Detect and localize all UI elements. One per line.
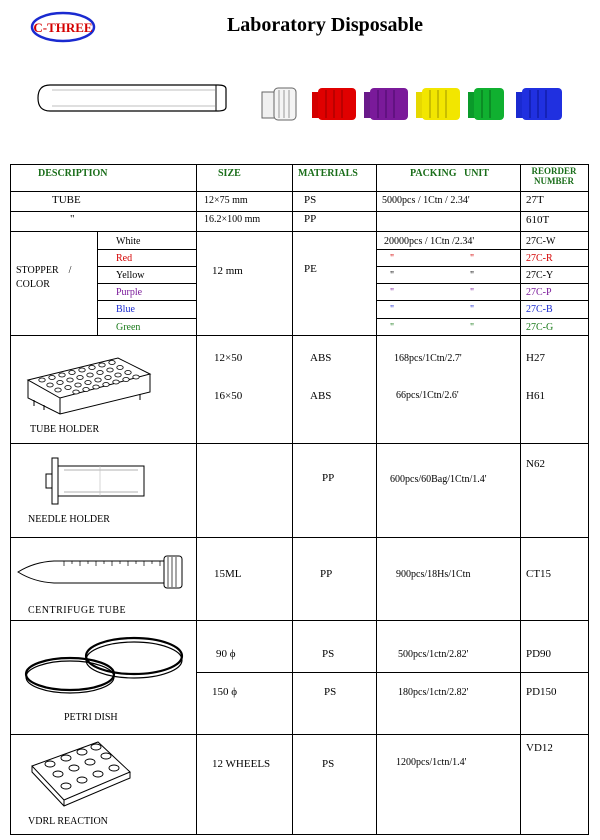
tube-holder-row-2-material: ABS: [310, 390, 332, 402]
petri-dish-label: PETRI DISH: [64, 712, 118, 723]
blue-cap-icon: [516, 88, 562, 120]
stopper-green-reorder: 27C-G: [526, 322, 554, 333]
tube-row-1-description: TUBE: [52, 194, 81, 206]
needle-holder-packing: 600pcs/60Bag/1Ctn/1.4': [390, 474, 487, 485]
header-packing-unit: PACKING UNIT: [410, 168, 489, 179]
vdrl-packing: 1200pcs/1ctn/1.4': [396, 757, 467, 768]
stopper-color-red: Red: [116, 253, 133, 264]
stopper-red-packing-left: ": [390, 253, 395, 264]
header-reorder-number: REORDER NUMBER: [531, 166, 577, 186]
tube-holder-row-1-material: ABS: [310, 352, 332, 364]
stopper-color-white: White: [116, 236, 141, 247]
header-size: SIZE: [218, 168, 241, 179]
stopper-size: 12 mm: [212, 265, 243, 277]
stopper-color-yellow: Yellow: [116, 270, 145, 281]
needle-holder-label: NEEDLE HOLDER: [28, 514, 110, 525]
vdrl-plate-illustration: [26, 738, 136, 810]
needle-holder-reorder: N62: [526, 458, 545, 470]
tube-holder-row-2-size: 16×50: [214, 390, 243, 402]
vdrl-label: VDRL REACTION: [28, 816, 108, 827]
petri-dish-row-2-packing: 180pcs/1ctn/2.82': [398, 687, 469, 698]
stopper-yellow-packing-right: ": [470, 270, 475, 281]
centrifuge-tube-size: 15ML: [214, 568, 242, 580]
green-cap-icon: [468, 88, 504, 120]
tube-holder-row-1-packing: 168pcs/1Ctn/2.7': [394, 353, 462, 364]
petri-dish-row-2-material: PS: [324, 686, 337, 698]
centrifuge-tube-label: CENTRIFUGE TUBE: [28, 605, 127, 616]
stopper-green-packing-left: ": [390, 322, 395, 333]
yellow-cap-icon: [416, 88, 460, 120]
vdrl-reorder: VD12: [526, 742, 553, 754]
stopper-caps-illustration: [258, 84, 578, 124]
red-cap-icon: [312, 88, 356, 120]
header-materials: MATERIALS: [298, 168, 358, 179]
stopper-red-packing-right: ": [470, 253, 475, 264]
petri-dish-row-1-material: PS: [322, 648, 335, 660]
petri-dish-row-1-reorder: PD90: [526, 648, 552, 660]
header-description: DESCRIPTION: [38, 168, 108, 179]
stopper-description-color: COLOR: [16, 279, 50, 290]
stopper-purple-reorder: 27C-P: [526, 287, 552, 298]
stopper-color-purple: Purple: [116, 287, 143, 298]
petri-dish-illustration: [16, 622, 186, 704]
stopper-material: PE: [304, 263, 317, 275]
tube-holder-row-2-packing: 66pcs/1Ctn/2.6': [396, 390, 459, 401]
stopper-white-reorder: 27C-W: [526, 236, 556, 247]
stopper-blue-reorder: 27C-B: [526, 304, 553, 315]
tube-row-1-size: 12×75 mm: [204, 195, 248, 206]
stopper-red-reorder: 27C-R: [526, 253, 553, 264]
stopper-color-green: Green: [116, 322, 141, 333]
purple-cap-icon: [364, 88, 408, 120]
tube-holder-label: TUBE HOLDER: [30, 424, 100, 435]
logo-text: C-THREE: [33, 20, 93, 35]
tube-row-1-reorder: 27T: [526, 194, 544, 206]
stopper-green-packing-right: ": [470, 322, 475, 333]
tube-holder-row-2-reorder: H61: [526, 390, 545, 402]
petri-dish-row-2-size: 150 ϕ: [212, 686, 238, 698]
vdrl-size: 12 WHEELS: [212, 758, 271, 770]
needle-holder-illustration: [40, 454, 150, 510]
stopper-blue-packing-right: ": [470, 304, 475, 315]
tube-row-2-size: 16.2×100 mm: [204, 214, 261, 225]
tube-holder-illustration: [22, 350, 154, 416]
centrifuge-tube-reorder: CT15: [526, 568, 552, 580]
tube-holder-row-1-size: 12×50: [214, 352, 243, 364]
stopper-color-blue: Blue: [116, 304, 135, 315]
tube-row-2-reorder: 610T: [526, 214, 550, 226]
stopper-description: STOPPER /: [16, 265, 72, 276]
stopper-yellow-reorder: 27C-Y: [526, 270, 554, 281]
tube-row-2-material: PP: [304, 213, 317, 225]
stopper-blue-packing-left: ": [390, 304, 395, 315]
tube-holder-row-1-reorder: H27: [526, 352, 545, 364]
petri-dish-row-1-packing: 500pcs/1ctn/2.82': [398, 649, 469, 660]
stopper-purple-packing-right: ": [470, 287, 475, 298]
centrifuge-tube-material: PP: [320, 568, 333, 580]
centrifuge-tube-packing: 900pcs/18Hs/1Ctn: [396, 569, 471, 580]
petri-dish-row-2-reorder: PD150: [526, 686, 557, 698]
stopper-white-packing: 20000pcs / 1Ctn /2.34': [384, 236, 475, 247]
tube-row-1-packing: 5000pcs / 1Ctn / 2.34': [382, 195, 470, 206]
stopper-yellow-packing-left: ": [390, 270, 395, 281]
page-title: Laboratory Disposable: [226, 14, 424, 36]
centrifuge-tube-illustration: [14, 552, 188, 592]
petri-dish-row-1-size: 90 ϕ: [216, 648, 236, 660]
stopper-purple-packing-left: ": [390, 287, 395, 298]
tube-row-1-material: PS: [304, 194, 317, 206]
tube-row-2-description: ": [70, 213, 75, 225]
white-cap-icon: [262, 88, 296, 120]
vdrl-material: PS: [322, 758, 335, 770]
needle-holder-material: PP: [322, 472, 335, 484]
test-tube-illustration: [30, 78, 230, 118]
